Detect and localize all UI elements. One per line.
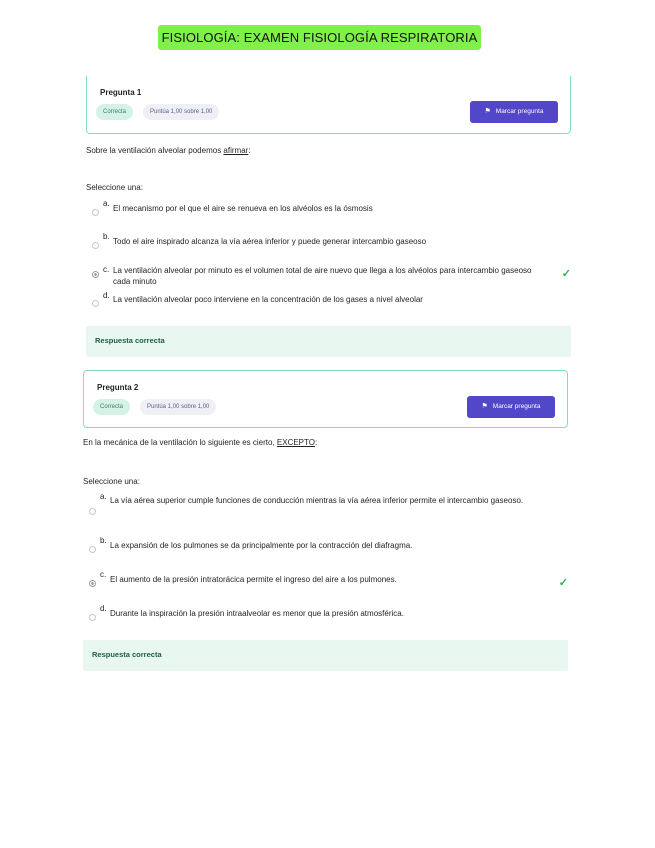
check-icon: ✓ [558, 577, 568, 589]
answer-option-d[interactable] [86, 292, 571, 318]
status-badge: Correcta [93, 399, 130, 415]
radio-icon[interactable] [89, 508, 96, 515]
exam-title: FISIOLOGÍA: EXAMEN FISIOLOGÍA RESPIRATORIA [158, 25, 481, 50]
question-text-main: Sobre la ventilación alveolar podemos [86, 146, 224, 155]
status-badge: Correcta [96, 104, 133, 120]
option-letter: c. [100, 570, 107, 579]
select-prompt: Seleccione una: [86, 183, 143, 192]
answer-option-a[interactable] [86, 200, 571, 226]
radio-icon[interactable] [92, 300, 99, 307]
option-letter: b. [100, 536, 107, 545]
select-prompt: Seleccione una: [83, 477, 140, 486]
question-text [83, 438, 317, 447]
grade-badge: Puntúa 1,00 sobre 1,00 [143, 104, 219, 120]
option-text: El aumento de la presión intratorácica permite el ingreso del aire a los pulmones. [110, 575, 397, 584]
option-letter: a. [100, 492, 107, 501]
option-text: La ventilación alveolar por minuto es el volumen total de aire nuevo que llega a los alvéolos para intercambio gaseoso cada minuto [113, 266, 532, 286]
answer-option-c[interactable] [86, 264, 571, 290]
check-icon: ✓ [561, 268, 571, 280]
flag-question-label: Marcar pregunta [492, 403, 541, 410]
radio-icon[interactable] [89, 580, 96, 587]
option-letter: b. [103, 232, 110, 241]
question-1 [86, 76, 571, 345]
radio-icon[interactable] [92, 271, 99, 278]
question-text-main: En la mecánica de la ventilación lo siguiente es cierto, [83, 438, 277, 447]
option-text: La vía aérea superior cumple funciones de conducción mientras la vía aérea inferior permite el intercambio gaseoso. [110, 496, 524, 505]
answer-option-b[interactable] [86, 233, 571, 259]
option-letter: d. [103, 291, 110, 300]
question-number: Pregunta 1 [100, 88, 142, 97]
answer-option-d[interactable] [83, 604, 568, 630]
option-letter: d. [100, 604, 107, 613]
radio-icon[interactable] [89, 614, 96, 621]
flag-icon: ⚑ [484, 108, 491, 115]
option-text: La ventilación alveolar poco interviene en la concentración de los gases a nivel alveolar [113, 295, 423, 304]
option-letter: a. [103, 199, 110, 208]
question-info-card [83, 370, 568, 428]
option-letter: c. [103, 265, 110, 274]
question-text-keyword: EXCEPTO [276, 438, 315, 447]
flag-icon: ⚑ [481, 403, 488, 410]
radio-icon[interactable] [92, 209, 99, 216]
grade-badge: Puntúa 1,00 sobre 1,00 [140, 399, 216, 415]
question-text-keyword: afirmar [223, 146, 249, 155]
flag-question-label: Marcar pregunta [495, 108, 544, 115]
radio-icon[interactable] [89, 546, 96, 553]
question-text-end: : [314, 438, 318, 447]
feedback-panel [86, 326, 571, 357]
option-text: El mecanismo por el que el aire se renueva en los alvéolos es la ósmosis [113, 204, 373, 213]
question-text-end: : [248, 146, 251, 155]
flag-question-button[interactable] [467, 396, 555, 418]
question-text [86, 146, 251, 155]
answer-option-c[interactable] [83, 570, 568, 596]
answer-option-a[interactable] [83, 492, 568, 522]
radio-icon[interactable] [92, 242, 99, 249]
answer-option-b[interactable] [83, 536, 568, 562]
feedback-text: Respuesta correcta [95, 336, 165, 345]
flag-question-button[interactable] [470, 101, 558, 123]
question-info-card [86, 76, 571, 134]
feedback-panel [83, 640, 568, 671]
option-text: Durante la inspiración la presión intraalveolar es menor que la presión atmosférica. [110, 609, 404, 618]
option-text: Todo el aire inspirado alcanza la vía aérea inferior y puede generar intercambio gaseoso [113, 237, 427, 246]
question-2 [83, 370, 568, 659]
question-number: Pregunta 2 [97, 383, 139, 392]
option-text: La expansión de los pulmones se da principalmente por la contracción del diafragma. [110, 541, 413, 550]
feedback-text: Respuesta correcta [92, 650, 162, 659]
